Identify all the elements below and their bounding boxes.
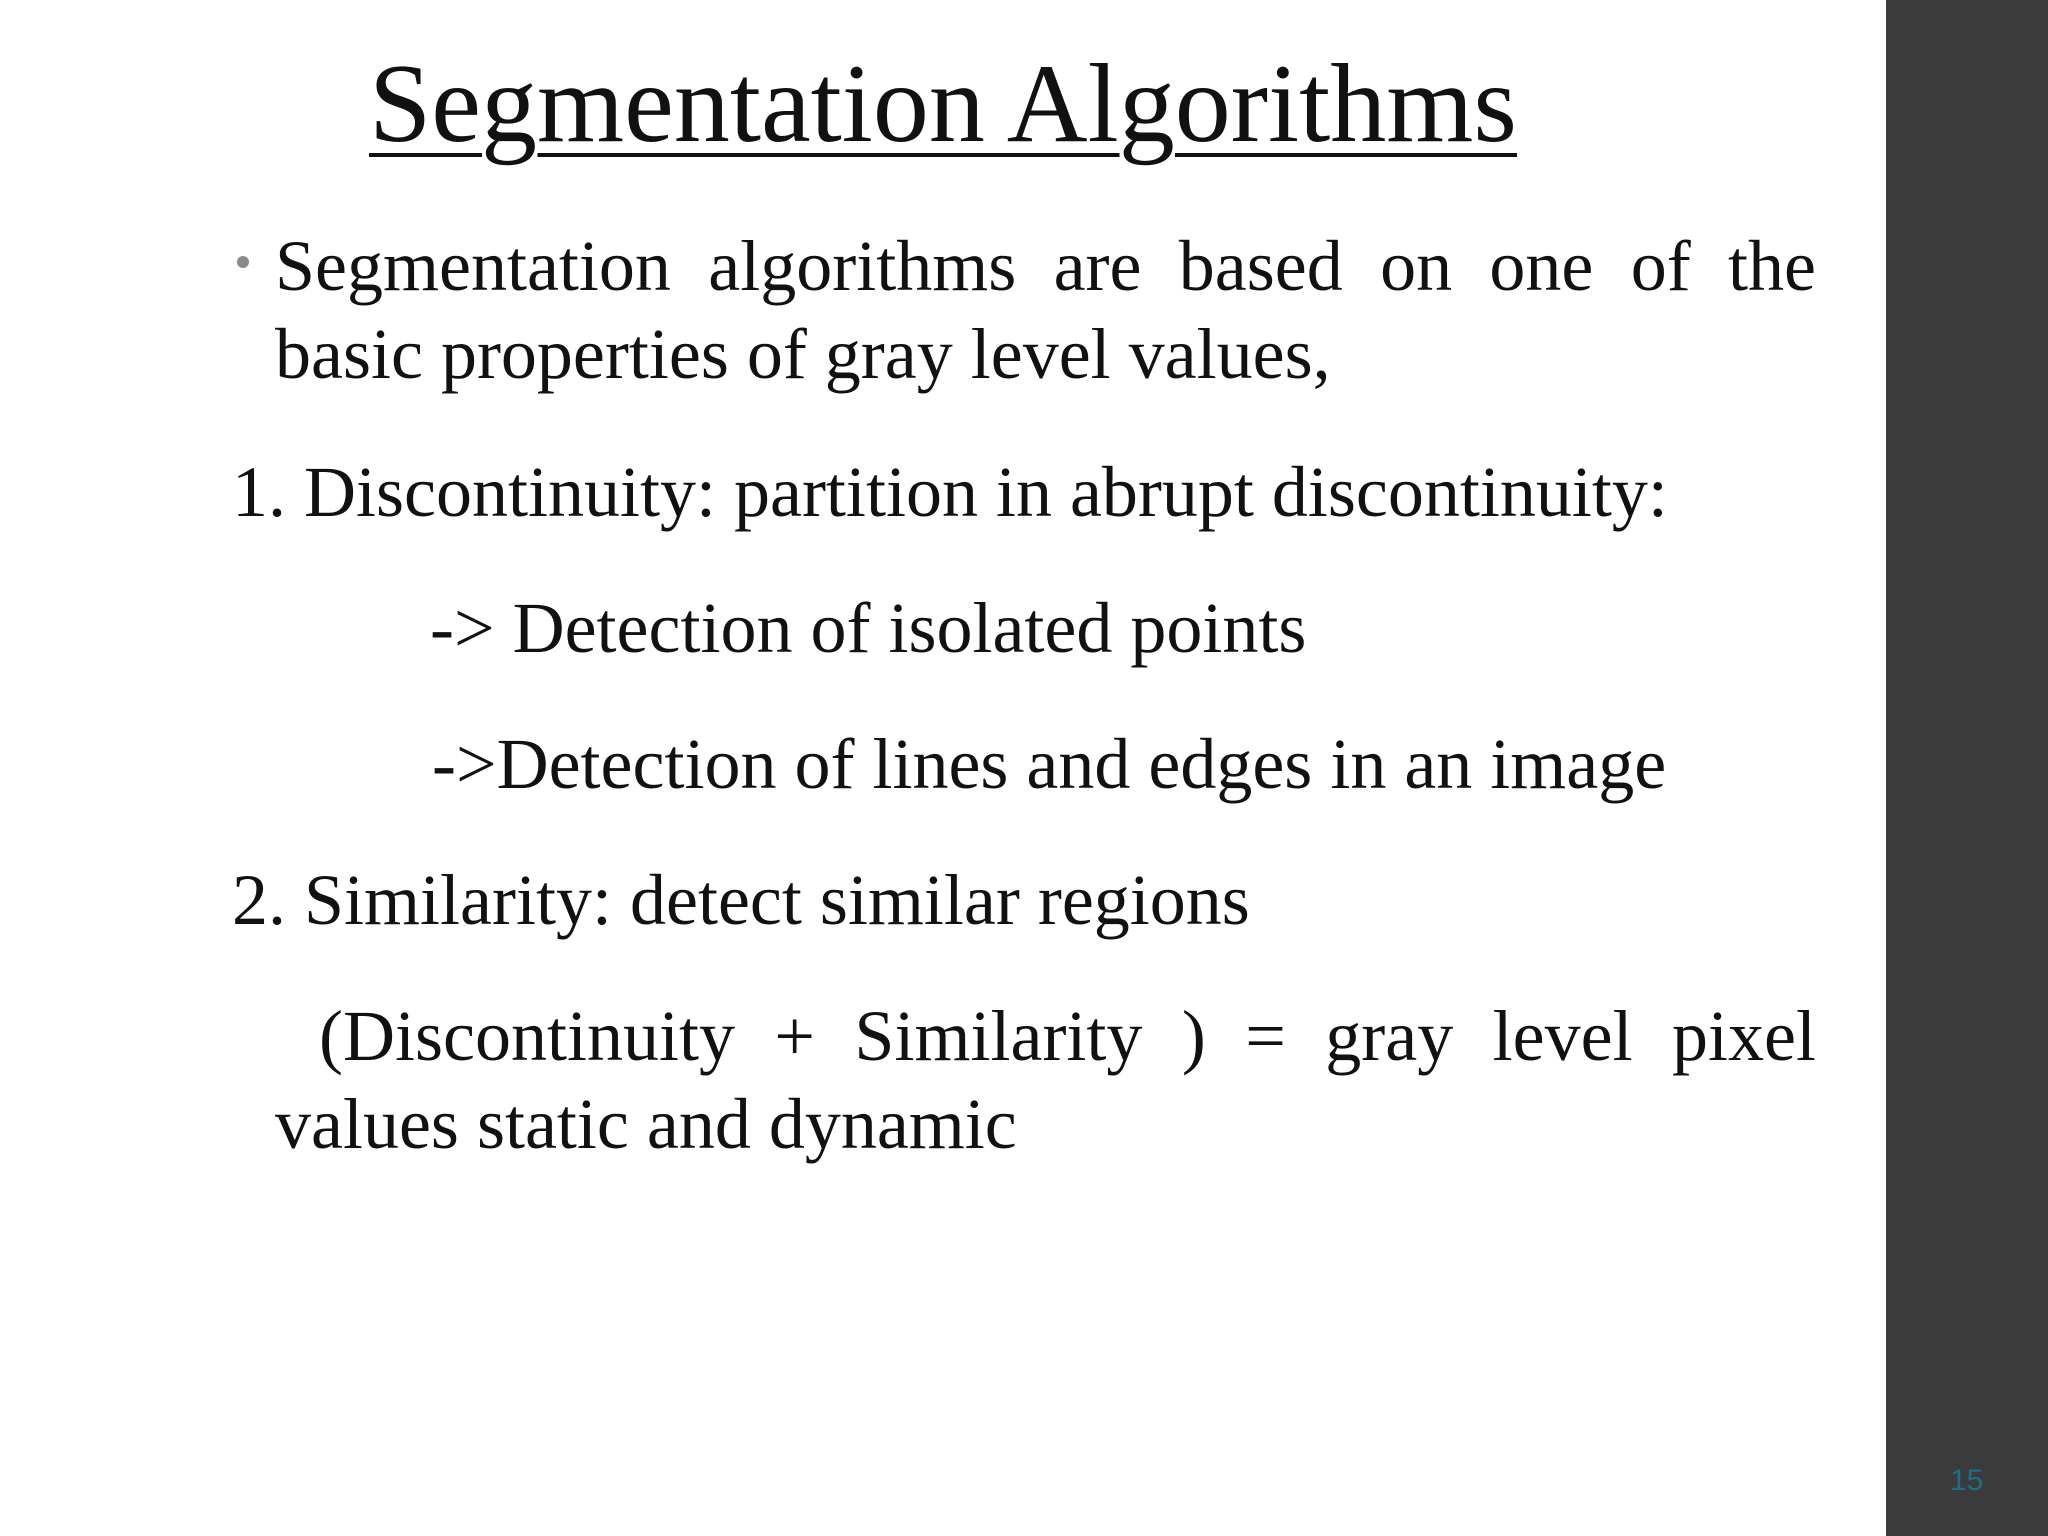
numbered-item-similarity — [232, 856, 1816, 944]
numbered-item-discontinuity — [232, 448, 1816, 536]
slide-content — [232, 222, 1816, 1168]
sub-item-isolated-points — [232, 584, 1816, 672]
slide-title: Segmentation Algorithms — [369, 42, 1517, 166]
paragraph-text: Segmentation algorithms are based on one of the basic properties of gray level values, — [275, 226, 1816, 394]
bullet-paragraph — [232, 222, 1816, 398]
paragraph-text: -> Detection of isolated points — [430, 588, 1307, 668]
right-sidebar-panel — [1886, 0, 2048, 1536]
summary-paragraph — [232, 992, 1816, 1168]
paragraph-text: 2. Similarity: detect similar regions — [232, 860, 1250, 940]
paragraph-text: (Discontinuity + Similarity ) = gray level pixel values static and dynamic — [275, 996, 1816, 1164]
paragraph-text: ->Detection of lines and edges in an image — [432, 724, 1667, 804]
page-number: 15 — [1950, 1464, 1984, 1497]
paragraph-text: 1. Discontinuity: partition in abrupt discontinuity: — [232, 452, 1668, 532]
bullet-dot-icon — [237, 256, 249, 268]
sub-item-lines-edges — [232, 720, 1816, 808]
